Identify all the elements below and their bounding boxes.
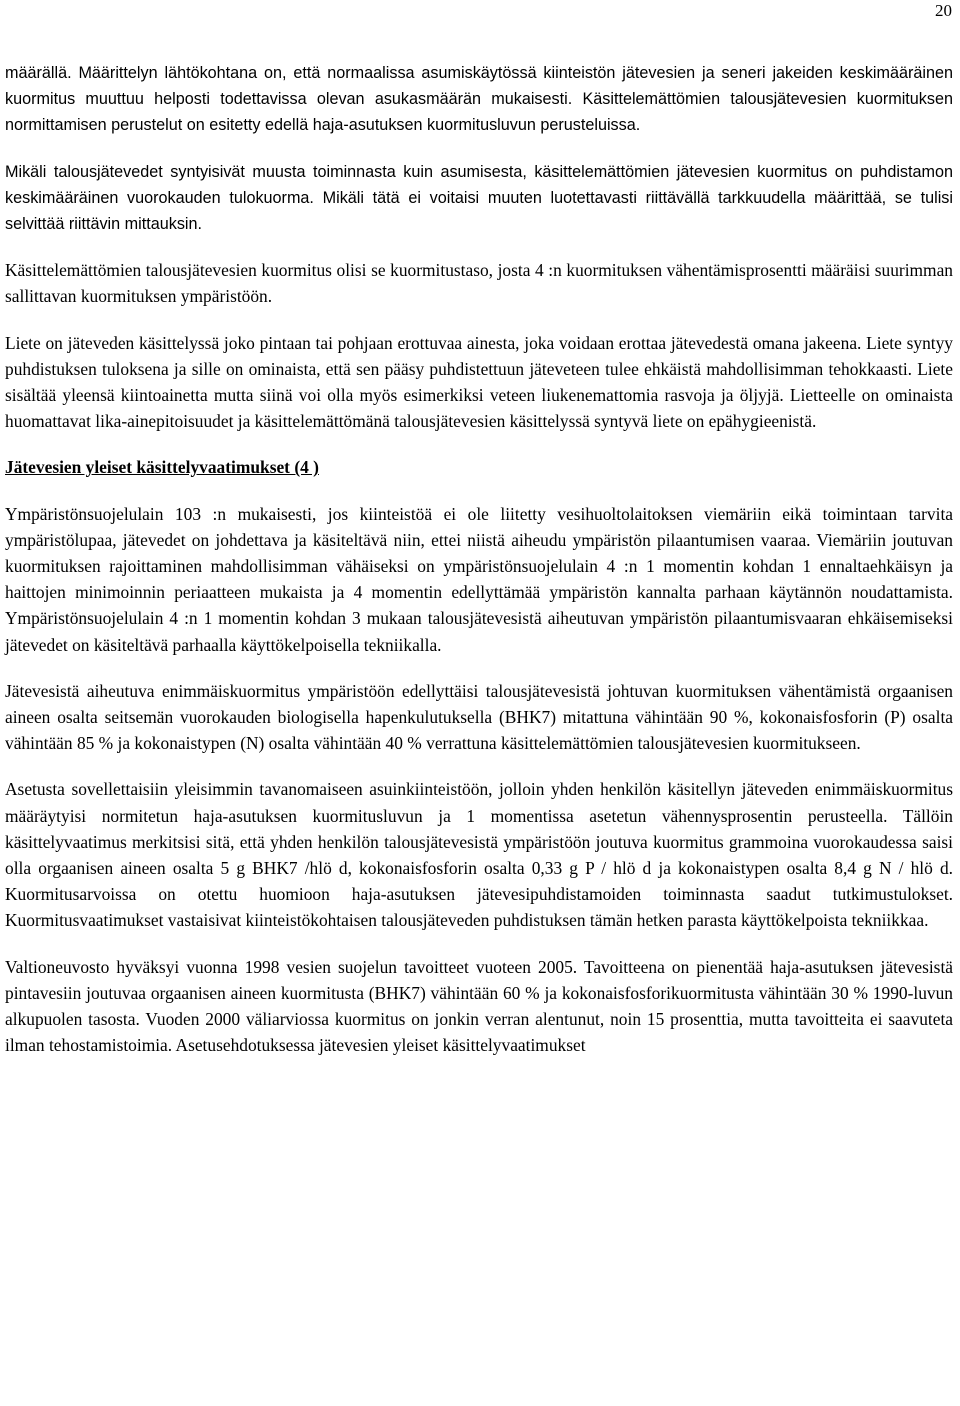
page-number: 20 — [935, 1, 952, 20]
paragraph-government-targets: Valtioneuvosto hyväksyi vuonna 1998 vesien suojelun tavoitteet vuoteen 2005. Tavoitteena on pienentää haja-asutuksen jätevesistä pintavesiin joutuvaa orgaanisen aineen kuormitusta (BHK7) vähintään 60 % ja kokonaisfosforikuormitusta vähintään 30 % 1990-luvun alkupuolen tasosta. Vuoden 2000 väliarviossa kuormitus on jonkin verran alentunut, noin 15 prosenttia, mutta tavoitteita ei saavuteta ilman tehostamistoimia. Asetusehdotuksessa jätevesien yleiset käsittelyvaatimukset — [5, 956, 953, 1056]
paragraph-other-activity: Mikäli talousjätevedet syntyisivät muusta toiminnasta kuin asumisesta, käsittelemättömien jätevesien kuormitus on puhdistamon keskimääräinen vuorokauden tulokuorma. Mikäli tätä ei voitaisi muuten luotettavasti riittävällä tarkkuudella määrittää, se tulisi selvittää riittävin mittauksin. — [5, 162, 953, 234]
section-heading: Jätevesien yleiset käsittelyvaatimukset (4 ) — [5, 457, 319, 478]
paragraph-regulation-application: Asetusta sovellettaisiin yleisimmin tavanomaiseen asuinkiinteistöön, jolloin yhden henkilön käsitellyn jäteveden enimmäiskuormitus määräytyisi normitetun haja-asutuksen kuormitusluvun ja 1 momentissa asetetun vähennysprosentin perusteella. Tällöin käsittelyvaatimus merkitsisi sitä, että yhden henkilön talousjätevesistä ympäristöön joutuva kuormitus grammoina vuorokaudessa saisi olla orgaanisen aineen osalta 5 g BHK7 /hlö d, kokonaisfosforin osalta 0,33 g P / hlö d ja kokonaistypen osalta 8,4 g N / hlö d. Kuormitusarvoissa on otettu huomioon haja-asutuksen jätevesipuhdistamoiden toiminnasta saadut tutkimustulokset. Kuormitusvaatimukset vastaisivat kiinteistökohtaisen talousjäteveden puhdistuksen tämän hetken parasta käyttökelpoista tekniikkaa. — [5, 779, 953, 931]
paragraph-untreated-load: Käsittelemättömien talousjätevesien kuormitus olisi se kuormitustaso, josta 4 :n kuormituksen vähentämisprosentti määräisi suurimman sallittavan kuormituksen ympäristöön. — [5, 260, 953, 307]
document-body — [5, 60, 953, 1079]
paragraph-sludge: Liete on jäteveden käsittelyssä joko pintaan tai pohjaan erottuvaa ainesta, joka voidaan erottaa jätevedestä omana jakeena. Liete syntyy puhdistuksen tuloksena ja sille on ominaista, että sen pääsy puhdistettuun jäteveteen tulee ehkäistä mahdollisimman tehokkaasti. Liete sisältää yleensä kiintoainetta mutta siinä voi olla myös esimerkiksi veteen liukenemattomia rasvoja ja öljyjä. Lietteelle on ominaista huomattavat lika-ainepitoisuudet ja käsittelemättömänä talousjätevesien käsittelyssä syntyvä liete on epähygieenistä. — [5, 332, 953, 432]
paragraph-max-load: Jätevesistä aiheutuva enimmäiskuormitus ympäristöön edellyttäisi talousjätevesistä johtuvan kuormituksen vähentämistä orgaanisen aineen osalta seitsemän vuorokauden biologisella hapenkulutuksella (BHK7) mitattuna vähintään 90 %, kokonaisfosforin (P) osalta vähintään 85 % ja kokonaistypen (N) osalta vähintään 40 % verrattuna käsittelemättömien talousjätevesien kuormitukseen. — [5, 680, 953, 754]
paragraph-environmental-law: Ympäristönsuojelulain 103 :n mukaisesti, jos kiinteistöä ei ole liitetty vesihuoltolaitoksen viemäriin eikä toimintaan tarvita ympäristölupaa, jätevedet on johdettava ja käsiteltävä niin, ettei niistä aiheudu ympäristön pilaantumisen vaaraa. Viemäriin joutuvan kuormituksen rajoittaminen mahdollisimman vähäiseksi on ympäristönsuojelulain 4 :n 1 momentin kohdan 1 ennaltaehkäisyn ja haittojen minimoinnin periaatteen mukaista ja 4 momentin edellyttämää ympäristön kannalta parhaan käytännön noudattamista. Ympäristönsuojelulain 4 :n 1 momentin kohdan 3 mukaan talousjätevesistä aiheutuvan ympäristön pilaantumisvaaran ehkäisemiseksi jätevedet on käsiteltävä parhaalla käyttökelpoisella tekniikalla. — [5, 503, 953, 655]
paragraph-intro: määrällä. Määrittelyn lähtökohtana on, että normaalissa asumiskäytössä kiinteistön jätevesien ja seneri jakeiden keskimääräinen kuormitus muuttuu helposti todettavissa olevan asukasmäärän mukaisesti. Käsittelemättömien talousjätevesien kuormituksen normittamisen perustelut on esitetty edellä haja-asutuksen kuormitusluvun perusteluissa. — [5, 64, 953, 135]
